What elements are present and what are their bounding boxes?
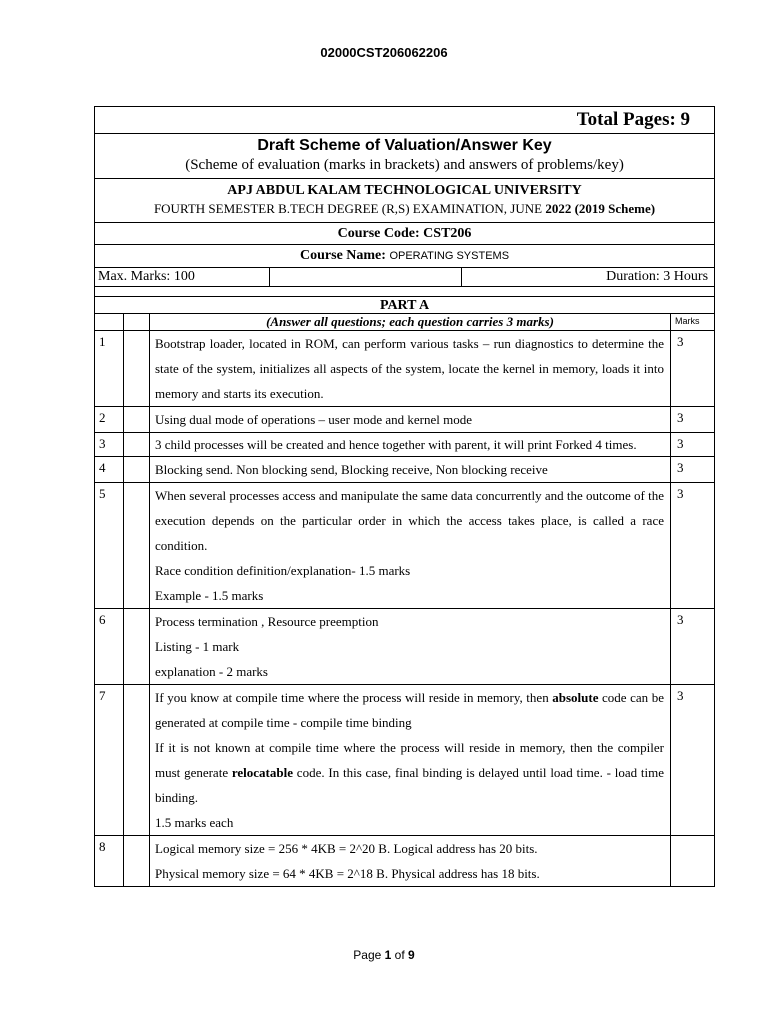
- answer-text: If you know at compile time where the process will reside in memory, then absolute code can be generated at compile time - compile time binding If it is not known at compile time where the process will reside in memory, then the compiler must generate relocatable code. In this case, final binding is delayed until load time. - load time binding. 1.5 marks each: [150, 685, 671, 836]
- table-row: [95, 407, 715, 433]
- marks-value: 3: [671, 331, 715, 407]
- subpart-cell: [124, 457, 150, 483]
- table-row: [95, 685, 715, 836]
- marks-value: [671, 836, 715, 887]
- answer-text: Blocking send. Non blocking send, Blocking receive, Non blocking receive: [150, 457, 671, 483]
- question-number: 3: [95, 433, 124, 457]
- marks-value: 3: [671, 433, 715, 457]
- marks-value: 3: [671, 407, 715, 433]
- question-number: 5: [95, 483, 124, 609]
- table-row: [95, 483, 715, 609]
- question-number: 7: [95, 685, 124, 836]
- duration: Duration: 3 Hours: [462, 268, 715, 287]
- meta-blank-cell: [270, 268, 462, 287]
- answer-text: 3 child processes will be created and hence together with parent, it will print Forked 4 times.: [150, 433, 671, 457]
- table-row: [95, 836, 715, 887]
- document-id: 02000CST206062206: [320, 45, 448, 60]
- header-blank-2: [124, 314, 150, 331]
- marks-value: 3: [671, 483, 715, 609]
- header-blank-1: [95, 314, 124, 331]
- question-number: 8: [95, 836, 124, 887]
- subpart-cell: [124, 836, 150, 887]
- exam-name: FOURTH SEMESTER B.TECH DEGREE (R,S) EXAMINATION, JUNE 2022 (2019 Scheme): [153, 201, 656, 216]
- question-number: 6: [95, 609, 124, 685]
- course-name: Course Name: OPERATING SYSTEMS: [95, 245, 715, 268]
- subpart-cell: [124, 433, 150, 457]
- course-code: Course Code: CST206: [95, 223, 715, 245]
- total-pages: Total Pages: 9: [95, 107, 715, 134]
- table-row: [95, 331, 715, 407]
- subpart-cell: [124, 407, 150, 433]
- document-subtitle: (Scheme of evaluation (marks in brackets) and answers of problems/key): [185, 157, 624, 173]
- table-row: [95, 433, 715, 457]
- subpart-cell: [124, 609, 150, 685]
- table-row: [95, 457, 715, 483]
- answer-text: Using dual mode of operations – user mode and kernel mode: [150, 407, 671, 433]
- max-marks: Max. Marks: 100: [95, 268, 270, 287]
- spacer-row: [95, 287, 715, 297]
- marks-value: 3: [671, 609, 715, 685]
- marks-value: 3: [671, 457, 715, 483]
- answer-text: Bootstrap loader, located in ROM, can perform various tasks – run diagnostics to determine the state of the system, initializes all aspects of the system, locate the kernel in memory, loads it into memory and starts its execution.: [150, 331, 671, 407]
- table-row: [95, 609, 715, 685]
- answer-text: Process termination , Resource preemption Listing - 1 mark explanation - 2 marks: [150, 609, 671, 685]
- answer-text: Logical memory size = 256 * 4KB = 2^20 B. Logical address has 20 bits. Physical memory size = 64 * 4KB = 2^18 B. Physical address has 18 bits.: [150, 836, 671, 887]
- question-number: 4: [95, 457, 124, 483]
- subpart-cell: [124, 685, 150, 836]
- document-title: Draft Scheme of Valuation/Answer Key: [257, 137, 552, 154]
- part-title: PART A: [95, 297, 715, 314]
- answer-text: When several processes access and manipulate the same data concurrently and the outcome of the execution depends on the particular order in which the access takes place, is called a race condition. Race condition definition/explanation- 1.5 marks Example - 1.5 marks: [150, 483, 671, 609]
- university-name: APJ ABDUL KALAM TECHNOLOGICAL UNIVERSITY: [227, 183, 582, 198]
- question-number: 1: [95, 331, 124, 407]
- subpart-cell: [124, 331, 150, 407]
- question-number: 2: [95, 407, 124, 433]
- marks-header: Marks: [671, 314, 715, 331]
- page-footer: Page 1 of 9: [353, 948, 415, 962]
- subpart-cell: [124, 483, 150, 609]
- part-instruction: (Answer all questions; each question carries 3 marks): [150, 314, 671, 331]
- answer-key-table: [94, 106, 715, 887]
- marks-value: 3: [671, 685, 715, 836]
